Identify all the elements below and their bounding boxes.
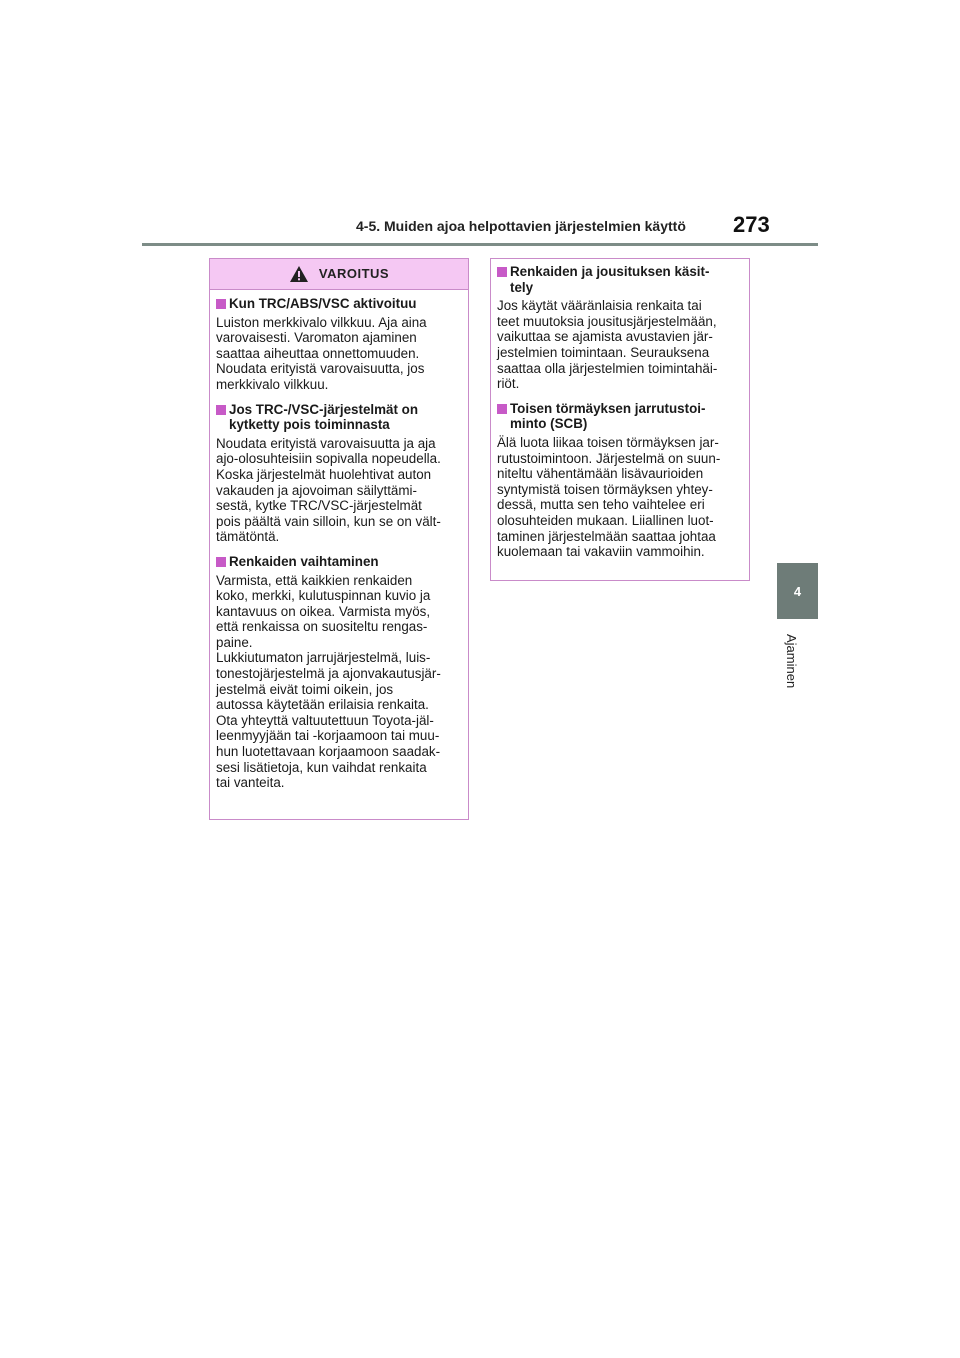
chapter-tab: 4	[777, 563, 818, 619]
continued-content	[491, 259, 749, 560]
section-title: 4-5. Muiden ajoa helpottavien järjestelmien käyttö	[356, 218, 686, 234]
warning-heading: VAROITUS	[318, 266, 390, 282]
warning-content	[210, 290, 468, 791]
section-body: Luiston merkkivalo vilkkuu. Aja aina varovaisesti. Varomaton ajaminen saattaa aiheuttaa onnettomuuden. Noudata erityistä varovaisuutta, jos merkkivalo vilkkuu.	[216, 314, 427, 392]
page-number: 273	[733, 212, 770, 237]
section-heading	[497, 401, 743, 432]
chapter-label: Ajaminen	[784, 634, 799, 689]
section-body: Jos käytät vääränlaisia renkaita tai teet muutoksia jousitusjärjestelmään, vaikuttaa se ajamista avustavien jär- jestelmien toimintaan. Seurauksena saattaa olla järjestelmien toimintahäi- riöt.	[497, 298, 718, 392]
warning-triangle-icon	[289, 265, 309, 283]
section-heading-text: Renkaiden ja jousituksen käsit- tely	[510, 264, 710, 295]
section-body: Noudata erityistä varovaisuutta ja aja ajo-olosuhteisiin sopivalla nopeudella. Koska järjestelmät huolehtivat auton vakauden ja ajovoiman säilyttämi- sestä, kytke TRC/VSC-järjestelmät pois päältä vain silloin, kun se on vält- tämätöntä.	[216, 435, 441, 545]
square-bullet-icon	[497, 267, 507, 277]
section-heading-text: Toisen törmäyksen jarrutustoi- minto (SCB)	[510, 400, 706, 432]
section-body: Älä luota liikaa toisen törmäyksen jar- rutustoimintoon. Järjestelmä on suun- niteltu vähentämään lisävaurioiden syntymistä toisen törmäyksen yhtey- dessä, mutta sen teho vaihtelee eri olosuhteiden mukaan. Liiallinen luot- taminen järjestelmään saattaa johtaa kuolemaan tai vakaviin vammoihin.	[497, 434, 721, 560]
header-rule	[142, 243, 818, 246]
square-bullet-icon	[216, 405, 226, 415]
section-heading-text: Kun TRC/ABS/VSC aktivoituu	[229, 296, 417, 311]
warning-header	[210, 259, 468, 290]
warning-continued-box	[490, 258, 750, 581]
section-heading	[497, 264, 743, 295]
square-bullet-icon	[216, 299, 226, 309]
section-heading	[216, 402, 462, 433]
square-bullet-icon	[497, 404, 507, 414]
section-body: Varmista, että kaikkien renkaiden koko, merkki, kulutuspinnan kuvio ja kantavuus on oikea. Varmista myös, että renkaissa on suositeltu rengas- paine. Lukkiutumaton jarrujärjestelmä, luis- tonestojärjestelmä ja ajonvakautusjär- jestelmä eivät toimi oikein, jos autossa käytetään erilaisia renkaita. Ota yhteyttä valtuutettuun Toyota-jäl- leenmyyjään tai -korjaamoon tai muu- hun luotettavaan korjaamoon saadak- sesi lisätietoja, kun vaihdat renkaita tai vanteita.	[216, 572, 441, 791]
section-heading-text: Jos TRC-/VSC-järjestelmät on kytketty pois toiminnasta	[229, 401, 418, 433]
section-heading-text: Renkaiden vaihtaminen	[229, 553, 379, 569]
square-bullet-icon	[216, 557, 226, 567]
warning-box	[209, 258, 469, 820]
section-heading	[216, 296, 462, 312]
section-heading	[216, 554, 462, 570]
